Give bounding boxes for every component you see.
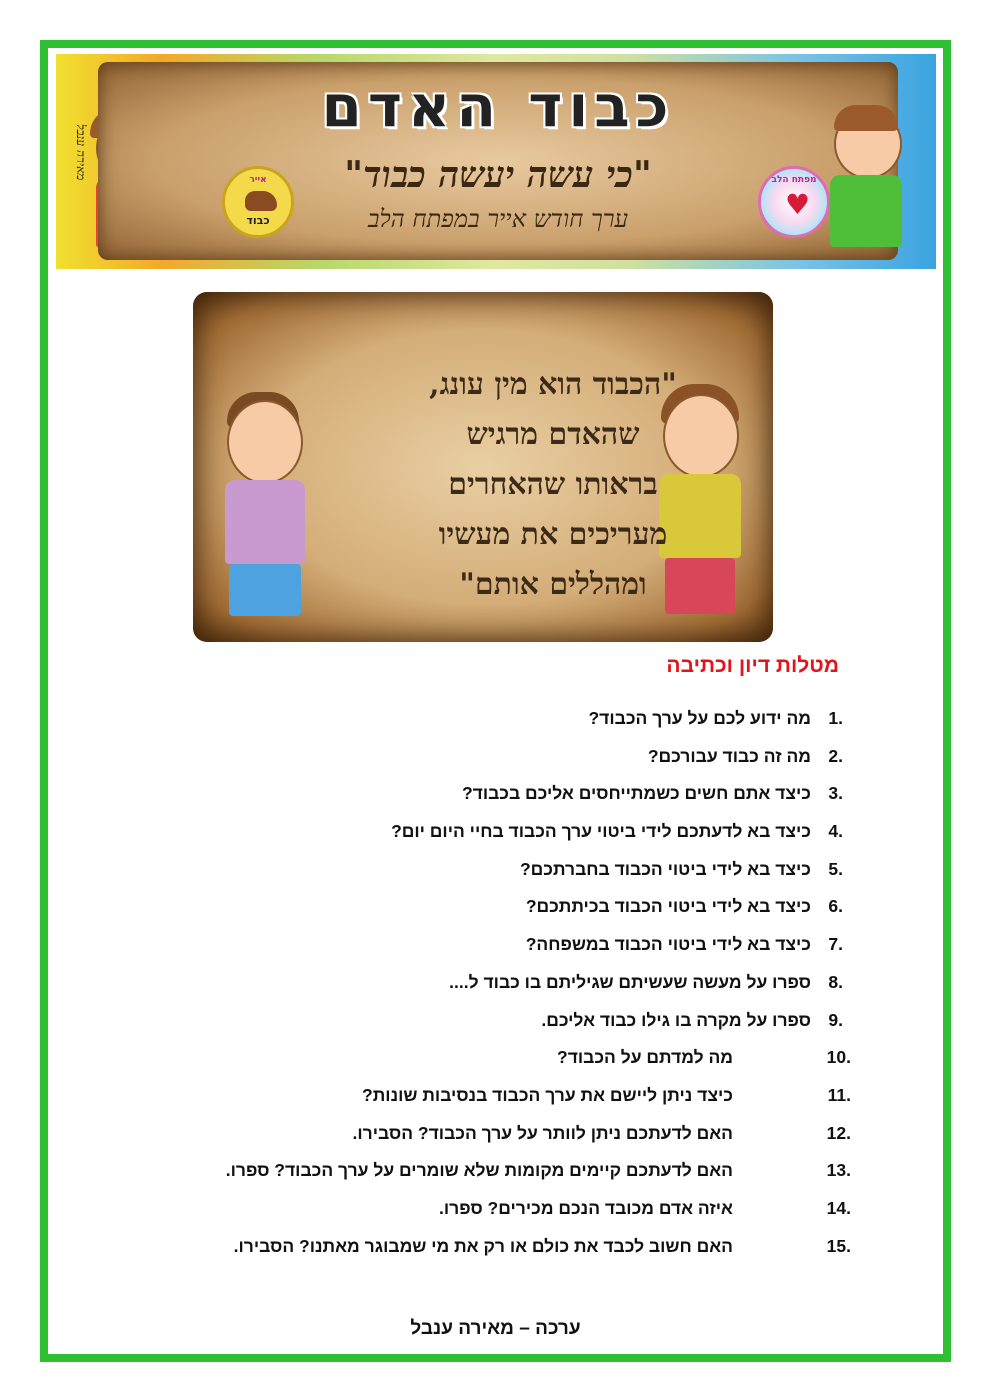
question-item bbox=[131, 1234, 851, 1272]
question-number: 11. bbox=[827, 1084, 851, 1105]
question-number: 12. bbox=[826, 1122, 851, 1143]
question-item bbox=[131, 1008, 843, 1046]
question-number: 5. bbox=[828, 858, 843, 879]
banner-title: כבוד האדם bbox=[321, 72, 675, 140]
question-number: 9. bbox=[828, 1009, 843, 1030]
banner-subtitle-2: ערך חודש אייר במפתח הלב bbox=[367, 205, 629, 233]
question-text: כיצד בא לידי ביטוי הכבוד בכיתתכם? bbox=[525, 896, 811, 917]
question-text: האם לדעתכם קיימים מקומות שלא שומרים על ערך הכבוד? ספרו. bbox=[225, 1160, 733, 1181]
question-item bbox=[131, 857, 843, 895]
quote-line: מעריכים את מעשיו bbox=[438, 517, 668, 552]
question-number: 13. bbox=[826, 1160, 851, 1181]
banner-signature: מאירה ענבל bbox=[74, 124, 88, 181]
question-item bbox=[131, 706, 843, 744]
question-item bbox=[131, 894, 843, 932]
question-item bbox=[131, 819, 843, 857]
question-text: מה למדתם על הכבוד? bbox=[557, 1047, 733, 1068]
question-item bbox=[131, 970, 843, 1008]
heart-key-icon: ♥ bbox=[785, 188, 811, 221]
quote-text bbox=[373, 360, 733, 610]
section-heading: מטלות דיון וכתיבה bbox=[666, 654, 839, 677]
question-item bbox=[131, 1083, 851, 1121]
question-number: 3. bbox=[828, 783, 843, 804]
footer-credit: ערכה – מאירה ענבל bbox=[410, 1318, 581, 1339]
month-badge bbox=[222, 166, 294, 238]
question-text: כיצד בא לידי ביטוי הכבוד בחברתכם? bbox=[519, 858, 811, 879]
question-text: כיצד בא לידי ביטוי הכבוד במשפחה? bbox=[525, 934, 811, 955]
question-number: 7. bbox=[828, 934, 843, 955]
question-text: כיצד אתם חשים כשמתייחסים אליכם בכבוד? bbox=[461, 783, 811, 804]
quote-line: ומהללים אותם" bbox=[459, 567, 647, 602]
question-item bbox=[131, 781, 843, 819]
question-text: מה זה כבוד עבורכם? bbox=[647, 745, 811, 766]
question-number: 2. bbox=[828, 745, 843, 766]
banner-scroll bbox=[98, 62, 898, 260]
question-item bbox=[131, 1196, 851, 1234]
question-text: כיצד בא לדעתכם לידי ביטוי ערך הכבוד בחיי היום יום? bbox=[391, 821, 811, 842]
question-item bbox=[131, 1158, 851, 1196]
quote-line: בראותו שהאחרים bbox=[448, 467, 658, 502]
question-number: 6. bbox=[828, 896, 843, 917]
question-text: האם חשוב לכבד את כולם או רק את מי שמבוגר מאתנו? הסבירו. bbox=[233, 1235, 733, 1256]
month-badge-top: אייר bbox=[249, 175, 267, 185]
question-number: 1. bbox=[828, 708, 843, 728]
question-item bbox=[131, 1121, 851, 1159]
heart-key-badge-top: מפתח הלב bbox=[771, 175, 817, 185]
banner-subtitle: "כי עשה יעשה כבוד" bbox=[344, 154, 652, 196]
question-number: 8. bbox=[828, 971, 843, 992]
question-number: 10. bbox=[826, 1047, 851, 1068]
question-number: 4. bbox=[828, 821, 843, 842]
question-item bbox=[131, 1045, 851, 1083]
question-text: האם לדעתכם ניתן לוותר על ערך הכבוד? הסבירו. bbox=[352, 1122, 733, 1143]
question-text: מה ידוע לכם על ערך הכבוד? bbox=[588, 708, 811, 728]
question-item bbox=[131, 744, 843, 782]
question-text: ספרו על מקרה בו גילו כבוד אליכם. bbox=[541, 1009, 811, 1030]
month-badge-label: כבוד bbox=[246, 214, 270, 227]
quote-line: "הכבוד הוא מין עונג, bbox=[429, 367, 677, 402]
question-text: איזה אדם מכובד הנכם מכירים? ספרו. bbox=[439, 1197, 733, 1218]
boy-illustration-right bbox=[816, 109, 916, 264]
bull-icon bbox=[245, 191, 277, 211]
question-number: 14. bbox=[826, 1197, 851, 1218]
boy-illustration bbox=[219, 392, 339, 622]
question-list bbox=[131, 706, 851, 1271]
question-text: כיצד ניתן ליישם את ערך הכבוד בנסיבות שונות? bbox=[362, 1084, 733, 1105]
question-item bbox=[131, 932, 843, 970]
header-banner bbox=[56, 54, 936, 269]
question-number: 15. bbox=[826, 1235, 851, 1256]
question-text: ספרו על מעשה שעשיתם שגיליתם בו כבוד ל.... bbox=[449, 971, 811, 992]
quote-scroll bbox=[193, 292, 773, 642]
quote-line: שהאדם מרגיש bbox=[466, 417, 640, 452]
